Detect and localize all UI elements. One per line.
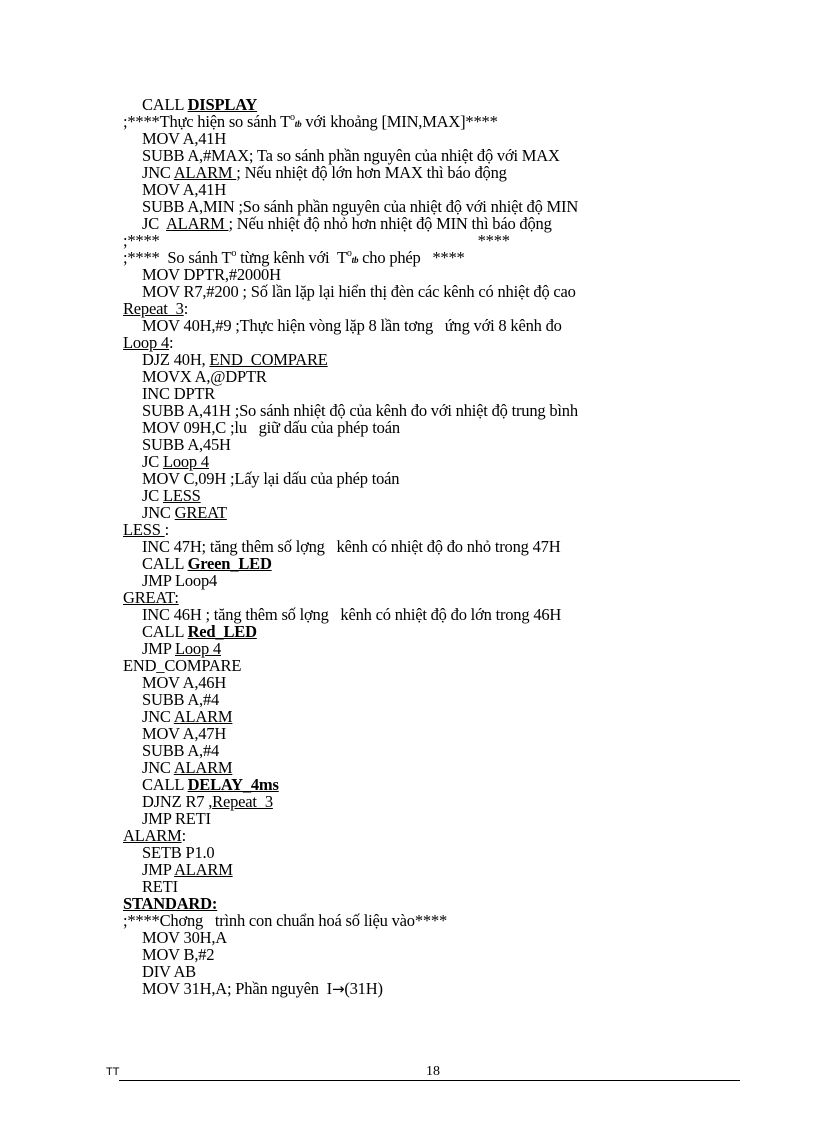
right-arrow-icon: →: [331, 980, 345, 998]
code-line: MOV A,46H: [142, 673, 227, 692]
code-line: JNC ALARM ; Nếu nhiệt độ lớn hơn MAX thì báo động: [142, 163, 507, 182]
comment-line: ;**** So sánh $T^o$ từng kênh với $T^otb$ cho phép ****: [123, 248, 465, 267]
code-line: JNC ALARM: [142, 707, 233, 726]
code-line: SUBB A,45H: [142, 435, 231, 454]
code-line: SUBB A,#MAX; Ta so sánh phần nguyên của nhiệt độ với MAX: [142, 146, 560, 165]
code-line: SETB P1.0: [142, 843, 215, 862]
code-line: INC 46H ; tăng thêm số lợng kênh có nhiệt độ đo lớn trong 46H: [142, 605, 562, 624]
code-line: JMP Loop 4: [142, 639, 221, 658]
label-line: LESS :: [123, 520, 170, 539]
code-line: RETI: [142, 877, 178, 896]
code-line: INC DPTR: [142, 384, 216, 403]
code-line: CALL Green_LED: [142, 554, 272, 573]
code-line: JMP RETI: [142, 809, 211, 828]
code-line: JC LESS: [142, 486, 201, 505]
code-line: DJNZ R7 ,Repeat_3: [142, 792, 273, 811]
code-line: MOV B,#2: [142, 945, 215, 964]
comment-line: ;**** ****: [123, 231, 510, 250]
code-line: CALL DISPLAY: [142, 95, 258, 114]
code-line: MOV A,41H: [142, 129, 227, 148]
code-line: SUBB A,MIN ;So sánh phần nguyên của nhiệt độ với nhiệt độ MIN: [142, 197, 579, 216]
code-line: SUBB A,#4: [142, 690, 220, 709]
code-line: SUBB A,#4: [142, 741, 220, 760]
page-number: 18: [426, 1064, 440, 1079]
code-line: MOV C,09H ;Lấy lại dấu của phép toán: [142, 469, 400, 488]
code-line: JC ALARM ; Nếu nhiệt độ nhỏ hơn nhiệt độ MIN thì báo động: [142, 214, 552, 233]
label-line: STANDARD:: [123, 894, 218, 913]
code-line: SUBB A,41H ;So sánh nhiệt độ của kênh đo với nhiệt độ trung bình: [142, 401, 578, 420]
code-line: JNC ALARM: [142, 758, 233, 777]
code-line: MOV 40H,#9 ;Thực hiện vòng lặp 8 lần tơng ứng với 8 kênh đo: [142, 316, 562, 335]
label-line: ALARM:: [123, 826, 186, 845]
label-line: Repeat_3:: [123, 299, 189, 318]
label-line: END_COMPARE: [123, 656, 242, 675]
code-line: CALL Red_LED: [142, 622, 257, 641]
code-line: JMP ALARM: [142, 860, 233, 879]
code-line: MOV DPTR,#2000H: [142, 265, 281, 284]
code-line: JNC GREAT: [142, 503, 227, 522]
label-line: GREAT:: [123, 588, 179, 607]
code-line: MOV 31H,A; Phần nguyên I→(31H): [142, 979, 383, 998]
code-line: MOVX A,@DPTR: [142, 367, 267, 386]
comment-line: ;****Thực hiện so sánh $T^otb$ với khoảng [MIN,MAX]****: [123, 112, 498, 131]
code-listing: [123, 96, 723, 997]
code-line: CALL DELAY_4ms: [142, 775, 279, 794]
code-line: DIV AB: [142, 962, 196, 981]
code-line: INC 47H; tăng thêm số lợng kênh có nhiệt độ đo nhỏ trong 47H: [142, 537, 561, 556]
code-line: JMP Loop4: [142, 571, 218, 590]
footer-left-text: TT: [106, 1066, 120, 1078]
code-line: MOV A,47H: [142, 724, 227, 743]
label-line: Loop 4:: [123, 333, 174, 352]
comment-line: ;****Chơng trình con chuẩn hoá số liệu vào****: [123, 911, 448, 930]
code-line: DJZ 40H, END_COMPARE: [142, 350, 328, 369]
code-line: MOV 09H,C ;lu giữ dấu của phép toán: [142, 418, 400, 437]
code-line: JC Loop 4: [142, 452, 209, 471]
code-line: MOV A,41H: [142, 180, 227, 199]
code-line: MOV 30H,A: [142, 928, 227, 947]
code-line: MOV R7,#200 ; Số lần lặp lại hiển thị đèn các kênh có nhiệt độ cao: [142, 282, 576, 301]
footer-divider: [119, 1080, 740, 1081]
